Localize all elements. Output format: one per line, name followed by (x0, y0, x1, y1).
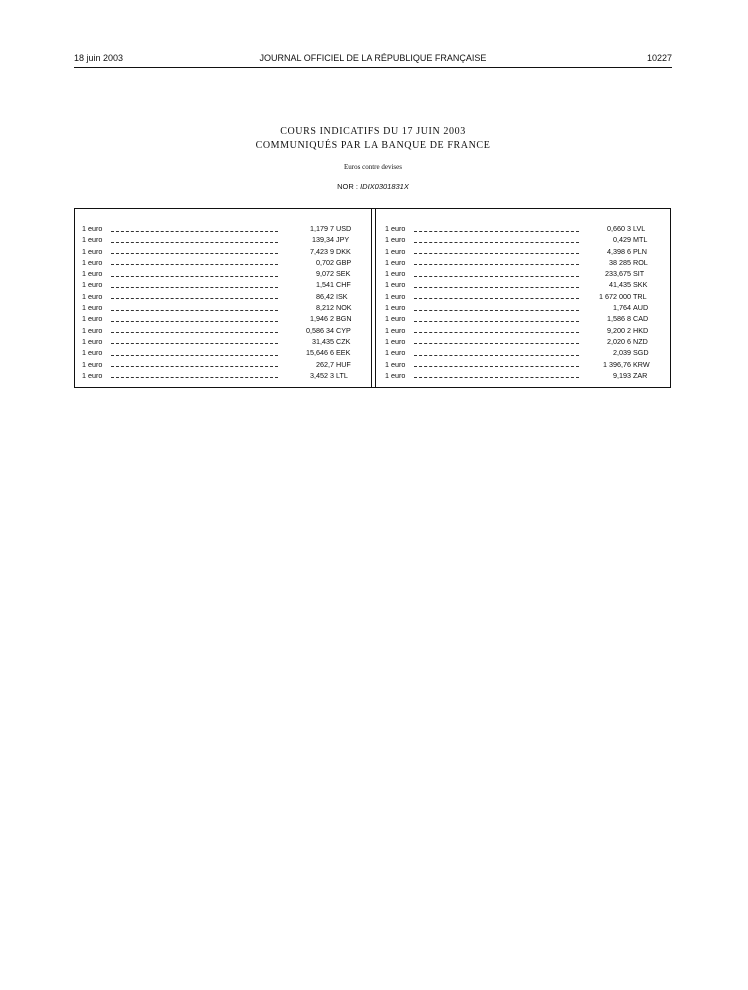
rates-right-column (385, 223, 657, 381)
dot-leader (414, 276, 579, 277)
dot-leader (111, 264, 278, 265)
rate-value: 31,435 (312, 336, 334, 346)
rate-row (82, 370, 358, 381)
dot-leader (111, 253, 278, 254)
page-number: 10227 (646, 53, 672, 63)
rate-label: 1 euro (385, 348, 406, 358)
dot-leader (414, 332, 579, 333)
dot-leader (414, 310, 579, 311)
dot-leader (111, 310, 278, 311)
rate-label: 1 euro (82, 291, 103, 301)
rate-row (82, 336, 358, 347)
rate-row (385, 313, 657, 324)
rate-row (82, 268, 358, 279)
currency-code: SGD (633, 348, 649, 358)
rate-label: 1 euro (385, 359, 406, 369)
currency-code: ROL (633, 257, 648, 267)
rate-row (82, 279, 358, 290)
dot-leader (111, 287, 278, 288)
rate-row (82, 302, 358, 313)
rate-label: 1 euro (82, 370, 103, 380)
rate-value: 86,42 (316, 291, 334, 301)
rate-value: 1,179 7 (310, 224, 334, 233)
currency-code: LVL (633, 224, 646, 233)
rate-row (385, 257, 657, 268)
issue-date: 18 juin 2003 (74, 53, 124, 63)
dot-leader (414, 287, 579, 288)
rate-row (82, 359, 358, 370)
title-line-1: COURS INDICATIFS DU 17 JUIN 2003 (280, 126, 466, 137)
rate-label: 1 euro (385, 224, 406, 233)
rate-value: 0,702 (316, 257, 334, 267)
rate-label: 1 euro (385, 336, 406, 346)
rate-value: 9,072 (316, 269, 334, 279)
dot-leader (111, 343, 278, 344)
currency-code: LTL (336, 370, 348, 380)
rate-label: 1 euro (82, 235, 103, 245)
rate-value: 1,541 (316, 280, 334, 290)
rate-label: 1 euro (385, 235, 406, 245)
rate-value: 2,020 6 (607, 336, 631, 346)
rate-row (385, 336, 657, 347)
dot-leader (414, 366, 579, 367)
rate-value: 0,429 (613, 235, 631, 245)
dot-leader (111, 355, 278, 356)
currency-code: JPY (336, 235, 350, 245)
rate-label: 1 euro (385, 280, 406, 290)
rates-left-column (82, 223, 358, 381)
rate-label: 1 euro (385, 291, 406, 301)
dot-leader (414, 253, 579, 254)
currency-code: HUF (336, 359, 351, 369)
currency-code: AUD (633, 303, 649, 313)
rate-value: 1,586 8 (607, 314, 631, 324)
currency-code: GBP (336, 257, 352, 267)
rate-row (385, 268, 657, 279)
rate-label: 1 euro (82, 348, 103, 358)
dot-leader (414, 377, 579, 378)
currency-code: CAD (633, 314, 649, 324)
rate-value: 9,193 (613, 370, 631, 380)
dot-leader (414, 242, 579, 243)
rate-row (385, 325, 657, 336)
dot-leader (111, 231, 278, 232)
dot-leader (111, 298, 278, 299)
rate-value: 139,34 (312, 235, 334, 245)
dot-leader (111, 321, 278, 322)
rate-row (385, 246, 657, 257)
dot-leader (414, 298, 579, 299)
rate-row (82, 257, 358, 268)
journal-title: JOURNAL OFFICIEL DE LA RÉPUBLIQUE FRANÇAISE (259, 53, 487, 63)
rate-value: 8,212 (316, 303, 334, 313)
dot-leader (414, 343, 579, 344)
rate-value: 38 285 (609, 257, 631, 267)
dot-leader (111, 332, 278, 333)
rate-value: 2,039 (613, 348, 631, 358)
nor-code: IDIX0301831X (360, 182, 409, 191)
rate-label: 1 euro (82, 269, 103, 279)
currency-code: CYP (336, 325, 351, 335)
rate-row (385, 279, 657, 290)
rate-value: 233,675 (605, 269, 631, 279)
rate-label: 1 euro (385, 246, 406, 256)
currency-code: HKD (633, 325, 649, 335)
rate-row (82, 246, 358, 257)
rate-label: 1 euro (385, 303, 406, 313)
header-rule (74, 67, 672, 68)
currency-code: ISK (336, 291, 348, 301)
rate-row (385, 359, 657, 370)
exchange-rate-table (74, 208, 671, 388)
rate-label: 1 euro (82, 246, 103, 256)
column-divider (371, 209, 376, 387)
currency-code: TRL (633, 291, 647, 301)
rate-label: 1 euro (82, 280, 103, 290)
rate-value: 0,660 3 (607, 224, 631, 233)
rate-value: 1 672 000 (599, 291, 631, 301)
currency-code: SKK (633, 280, 648, 290)
rate-value: 1,764 (613, 303, 631, 313)
rate-label: 1 euro (385, 314, 406, 324)
rate-row (82, 313, 358, 324)
rate-label: 1 euro (82, 257, 103, 267)
currency-code: MTL (633, 235, 648, 245)
rate-value: 262,7 (316, 359, 334, 369)
dot-leader (414, 355, 579, 356)
rate-row (82, 325, 358, 336)
rate-row (385, 302, 657, 313)
rate-label: 1 euro (82, 303, 103, 313)
dot-leader (414, 231, 579, 232)
currency-code: KRW (633, 359, 650, 369)
document-subtitle: Euros contre devises (344, 163, 402, 171)
rate-value: 1,946 2 (310, 314, 334, 324)
currency-code: NZD (633, 336, 648, 346)
title-line-2: COMMUNIQUÉS PAR LA BANQUE DE FRANCE (255, 140, 491, 151)
rate-label: 1 euro (82, 325, 103, 335)
currency-code: USD (336, 224, 352, 233)
rate-row (385, 347, 657, 358)
dot-leader (111, 366, 278, 367)
rate-value: 4,398 6 (607, 246, 631, 256)
dot-leader (414, 264, 579, 265)
rate-label: 1 euro (82, 336, 103, 346)
rate-label: 1 euro (82, 314, 103, 324)
rate-row (82, 234, 358, 245)
page-header (74, 50, 672, 72)
rate-row (82, 347, 358, 358)
document-title (74, 125, 672, 153)
rate-value: 7,423 9 (310, 246, 334, 256)
currency-code: CZK (336, 336, 351, 346)
rate-row (82, 223, 358, 234)
rate-row (385, 291, 657, 302)
nor-label: NOR : (337, 182, 358, 191)
nor-reference (74, 182, 672, 191)
rate-value: 9,200 2 (607, 325, 631, 335)
rate-value: 15,646 6 (306, 348, 334, 358)
currency-code: CHF (336, 280, 351, 290)
dot-leader (414, 321, 579, 322)
rate-label: 1 euro (385, 370, 406, 380)
rate-row (385, 223, 657, 234)
rate-label: 1 euro (82, 224, 103, 233)
currency-code: ZAR (633, 370, 648, 380)
currency-code: DKK (336, 246, 351, 256)
currency-code: SEK (336, 269, 351, 279)
rate-value: 41,435 (609, 280, 631, 290)
rate-value: 3,452 3 (310, 370, 334, 380)
dot-leader (111, 276, 278, 277)
rate-row (385, 370, 657, 381)
rate-row (385, 234, 657, 245)
rate-label: 1 euro (385, 325, 406, 335)
rate-value: 1 396,76 (603, 359, 631, 369)
rate-label: 1 euro (82, 359, 103, 369)
currency-code: PLN (633, 246, 647, 256)
rate-label: 1 euro (385, 269, 406, 279)
currency-code: EEK (336, 348, 351, 358)
rate-row (82, 291, 358, 302)
currency-code: BGN (336, 314, 352, 324)
dot-leader (111, 377, 278, 378)
currency-code: SIT (633, 269, 645, 279)
dot-leader (111, 242, 278, 243)
rate-label: 1 euro (385, 257, 406, 267)
rate-value: 0,586 34 (306, 325, 334, 335)
currency-code: NOK (336, 303, 352, 313)
